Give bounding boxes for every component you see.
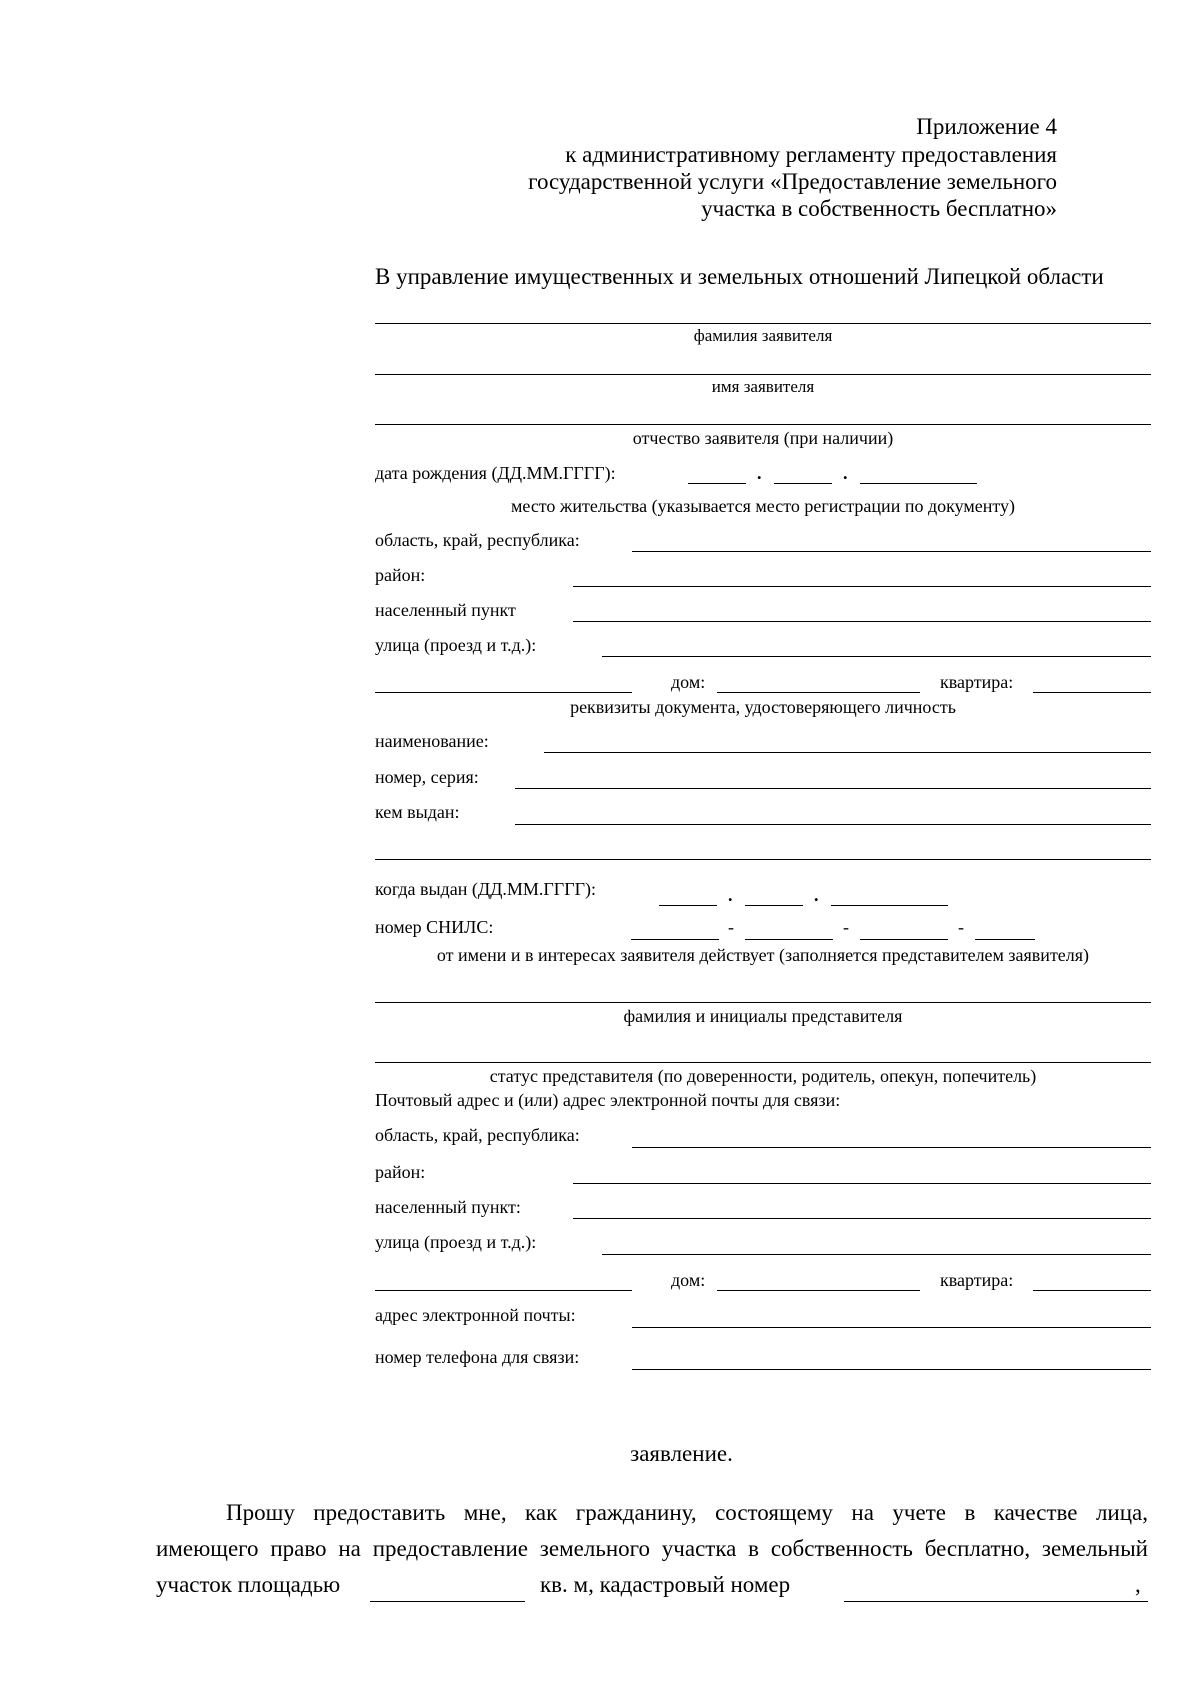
residence-house-label: дом: [671,672,706,692]
name-field[interactable] [375,374,1151,375]
postal-house-label: дом: [671,1270,706,1290]
snils-separator: - [728,917,734,937]
representative-name-field[interactable] [375,1002,1151,1003]
birth-date-label: дата рождения (ДД.ММ.ГГГГ): [375,463,616,483]
patronymic-field[interactable] [375,424,1151,425]
residence-street-label: улица (проезд и т.д.): [375,635,537,655]
document-number-field[interactable] [515,788,1151,789]
postal-region-field[interactable] [632,1147,1151,1148]
postal-title: Почтовый адрес и (или) адрес электронной почты для связи: [375,1090,841,1110]
postal-district-label: район: [375,1162,426,1182]
document-issued-by-field[interactable] [515,824,1151,825]
representative-title: от имени и в интересах заявителя действует (заполняется представителем заявителя) [436,945,1090,965]
appendix-line-3: государственной услуги «Предоставление земельного [528,169,1057,194]
residence-district-field[interactable] [573,586,1151,587]
plot-area-field[interactable] [370,1601,525,1602]
postal-district-field[interactable] [573,1183,1151,1184]
postal-street-field[interactable] [602,1254,1151,1255]
statement-line-3-start: участок площадью [156,1572,341,1597]
residence-locality-label: населенный пункт [375,600,516,620]
cadastral-number-field[interactable] [844,1601,1148,1602]
document-issue-date-label: когда выдан (ДД.ММ.ГГГГ): [375,879,597,899]
issue-year-field[interactable] [831,905,948,906]
residence-apartment-label: квартира: [940,672,1014,692]
issue-day-field[interactable] [659,905,717,906]
appendix-line-4: участка в собственность бесплатно» [701,196,1057,221]
date-separator: . [814,885,819,905]
snils-part-3-field[interactable] [860,939,948,940]
residence-street-field[interactable] [602,656,1151,657]
name-caption: имя заявителя [711,377,815,396]
statement-line-1: Прошу предоставить мне, как гражданину, состоящему на учете в качестве лица, [226,1500,1148,1525]
birth-month-field[interactable] [774,483,832,484]
identity-document-title: реквизиты документа, удостоверяющего личность [570,697,956,717]
email-field[interactable] [632,1327,1151,1328]
representative-name-caption: фамилия и инициалы представителя [623,1006,903,1026]
postal-house-field[interactable] [717,1290,920,1291]
postal-street-label: улица (проезд и т.д.): [375,1232,537,1252]
statement-line-2: имеющего право на предоставление земельного участка в собственность бесплатно, земельный [156,1536,1148,1561]
residence-house-field[interactable] [717,692,920,693]
phone-field[interactable] [632,1369,1151,1370]
date-separator: . [757,463,762,483]
document-issued-by-continuation-field[interactable] [375,859,1151,860]
statement-line-3-comma: , [1135,1572,1141,1597]
surname-field[interactable] [375,323,1151,324]
document-number-label: номер, серия: [375,767,479,787]
residence-apartment-field[interactable] [1033,692,1151,693]
snils-separator: - [843,917,849,937]
residence-region-label: область, край, республика: [375,530,580,550]
statement-title: заявление. [630,1441,733,1466]
snils-separator: - [958,917,964,937]
date-separator: . [843,463,848,483]
birth-year-field[interactable] [860,483,977,484]
snils-part-1-field[interactable] [631,939,719,940]
birth-day-field[interactable] [688,483,746,484]
residence-district-label: район: [375,565,426,585]
snils-part-2-field[interactable] [745,939,833,940]
issue-month-field[interactable] [745,905,803,906]
postal-locality-field[interactable] [573,1218,1151,1219]
statement-line-3-middle: кв. м, кадастровый номер [540,1572,791,1597]
postal-apartment-label: квартира: [940,1270,1014,1290]
residence-title: место жительства (указывается место регистрации по документу) [510,496,1016,516]
residence-street-continuation-field[interactable] [375,692,632,693]
representative-status-caption: статус представителя (по доверенности, родитель, опекун, попечитель) [489,1066,1037,1086]
snils-part-4-field[interactable] [975,939,1035,940]
appendix-line-2: к административному регламенту предоставления [565,142,1057,167]
postal-apartment-field[interactable] [1033,1290,1151,1291]
document-issued-by-label: кем выдан: [375,802,460,822]
document-name-field[interactable] [544,752,1151,753]
postal-region-label: область, край, республика: [375,1125,580,1145]
date-separator: . [728,885,733,905]
appendix-title: Приложение 4 [916,114,1057,139]
patronymic-caption: отчество заявителя (при наличии) [632,428,894,448]
postal-locality-label: населенный пункт: [375,1197,521,1217]
residence-locality-field[interactable] [573,621,1151,622]
representative-status-field[interactable] [375,1062,1151,1063]
addressee: В управление имущественных и земельных отношений Липецкой области [375,264,1104,289]
email-label: адрес электронной почты: [375,1305,576,1325]
surname-caption: фамилия заявителя [693,326,833,345]
phone-label: номер телефона для связи: [375,1347,580,1367]
snils-label: номер СНИЛС: [375,917,494,937]
document-name-label: наименование: [375,731,489,751]
residence-region-field[interactable] [632,551,1151,552]
postal-street-continuation-field[interactable] [375,1290,632,1291]
